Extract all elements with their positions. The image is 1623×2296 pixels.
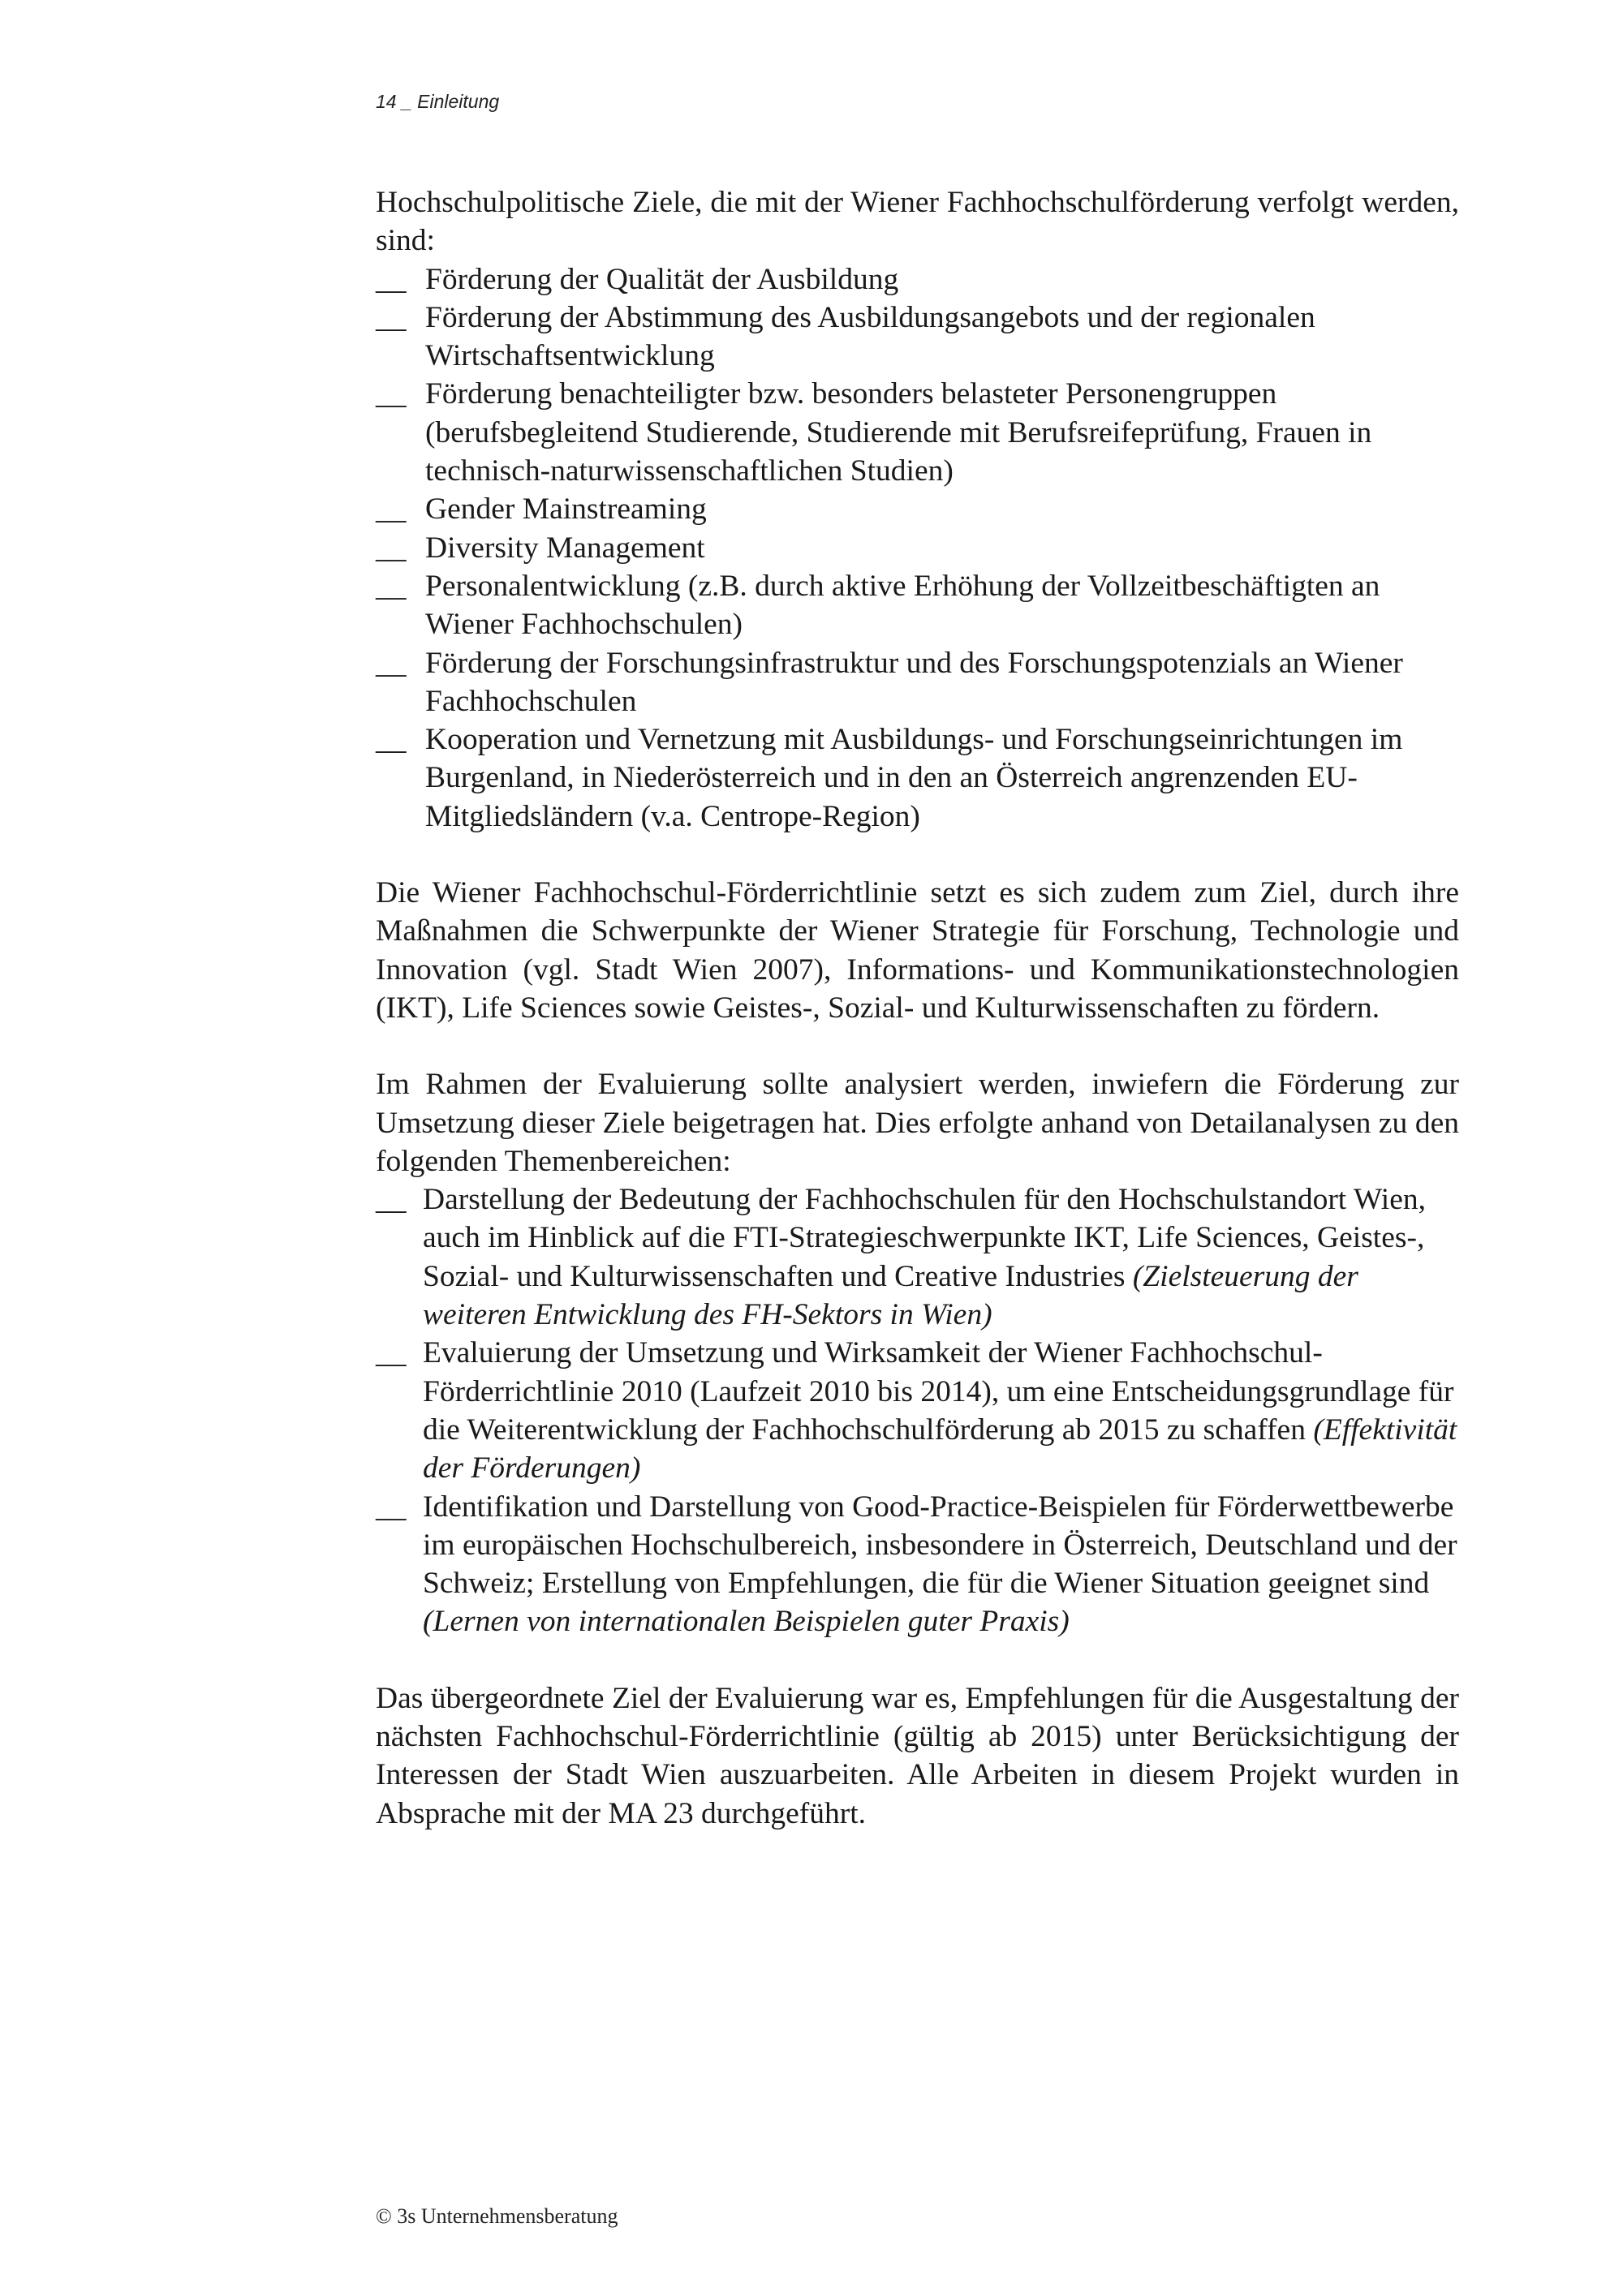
dash-bullet: __ — [376, 531, 407, 565]
goal-text: Personalentwicklung (z.B. durch aktive Erhöhung der Vollzeitbeschäftigten an Wiener Fachhochschulen) — [425, 569, 1380, 642]
dash-bullet: __ — [376, 646, 407, 680]
goal-text: Förderung benachteiligter bzw. besonders belasteter Personengruppen (berufsbegleitend Studierende, Studierende mit Berufsreifeprüfung, Frauen in technisch-naturwissenschaftlichen Studien) — [425, 377, 1372, 488]
dash-bullet: __ — [376, 1490, 407, 1524]
list-item — [376, 375, 1459, 490]
list-item — [376, 490, 1459, 528]
page-body — [376, 183, 1459, 1833]
list-item — [376, 299, 1459, 376]
goal-text: Förderung der Forschungsinfrastruktur und des Forschungspotenzials an Wiener Fachhochschulen — [425, 646, 1403, 718]
paragraph-evaluation-scope: Im Rahmen der Evaluierung sollte analysiert werden, inwiefern die Förderung zur Umsetzung dieser Ziele beigetragen hat. Dies erfolgte anhand von Detailanalysen zu den folgenden Themenbereichen: — [376, 1068, 1459, 1178]
dash-bullet: __ — [376, 569, 407, 603]
goal-text: Kooperation und Vernetzung mit Ausbildungs- und Forschungseinrichtungen im Burgenland, in Niederösterreich und in den an Österreich angrenzenden EU-Mitgliedsländern (v.a. Centrope-Region) — [425, 723, 1403, 833]
topic-text: Identifikation und Darstellung von Good-Practice-Beispielen für Förderwettbewerbe im europäischen Hochschulbereich, insbesondere in Österreich, Deutschland und der Schweiz; Erstellung von Empfehlungen, die für die Wiener Situation geeignet sind — [423, 1490, 1457, 1601]
paragraph-strategy: Die Wiener Fachhochschul-Förderrichtlinie setzt es sich zudem zum Ziel, durch ihre Maßnahmen die Schwerpunkte der Wiener Strategie für Forschung, Technologie und Innovation (vgl. Stadt Wien 2007), Informations- und Kommunikationstechnologien (IKT), Life Sciences sowie Geistes-, Sozial- und Kulturwissenschaften zu fördern. — [376, 876, 1459, 1025]
topic-emphasis: (Effektivität der Förderungen) — [423, 1412, 1457, 1486]
topics-list — [376, 1180, 1459, 1641]
dash-bullet: __ — [376, 1336, 407, 1370]
goal-text: Diversity Management — [425, 531, 705, 565]
list-item — [376, 260, 1459, 299]
list-item — [376, 1180, 1459, 1334]
dash-bullet: __ — [376, 1183, 407, 1217]
running-header: 14 _ Einleitung — [376, 91, 500, 112]
topic-emphasis: (Zielsteuerung der weiteren Entwicklung des FH-Sektors in Wien) — [423, 1259, 1358, 1332]
list-item — [376, 529, 1459, 567]
footer-copyright: © 3s Unternehmensberatung — [376, 2204, 618, 2228]
list-item — [376, 1334, 1459, 1487]
dash-bullet: __ — [376, 492, 407, 527]
paragraph-conclusion: Das übergeordnete Ziel der Evaluierung war es, Empfehlungen für die Ausgestaltung der nächsten Fachhochschul-Förderrichtlinie (gültig ab 2015) unter Berücksichtigung der Interessen der Stadt Wien auszuarbeiten. Alle Arbeiten in diesem Projekt wurden in Absprache mit der MA 23 durchgeführt. — [376, 1681, 1459, 1830]
dash-bullet: __ — [376, 377, 407, 411]
goals-list — [376, 260, 1459, 836]
list-item — [376, 720, 1459, 836]
topic-text: Darstellung der Bedeutung der Fachhochschulen für den Hochschulstandort Wien, auch im Hinblick auf die FTI-Strategieschwerpunkte IKT, Life Sciences, Geistes-, Sozial- und Kulturwissenschaften und Creative Industries — [423, 1183, 1426, 1293]
topic-emphasis: (Lernen von internationalen Beispielen guter Praxis) — [423, 1605, 1070, 1639]
dash-bullet: __ — [376, 300, 407, 334]
dash-bullet: __ — [376, 723, 407, 757]
list-item — [376, 567, 1459, 644]
list-item — [376, 644, 1459, 721]
goal-text: Förderung der Qualität der Ausbildung — [425, 262, 899, 296]
goal-text: Förderung der Abstimmung des Ausbildungsangebots und der regionalen Wirtschaftsentwicklung — [425, 300, 1315, 373]
intro-paragraph: Hochschulpolitische Ziele, die mit der Wiener Fachhochschulförderung verfolgt werden, sind: — [376, 186, 1459, 258]
list-item — [376, 1488, 1459, 1641]
goal-text: Gender Mainstreaming — [425, 492, 707, 527]
topic-text: Evaluierung der Umsetzung und Wirksamkeit der Wiener Fachhochschul-Förderrichtlinie 2010 (Laufzeit 2010 bis 2014), um eine Entscheidungsgrundlage für die Weiterentwicklung der Fachhochschulförderung ab 2015 zu schaffen — [423, 1336, 1454, 1447]
dash-bullet: __ — [376, 262, 407, 296]
